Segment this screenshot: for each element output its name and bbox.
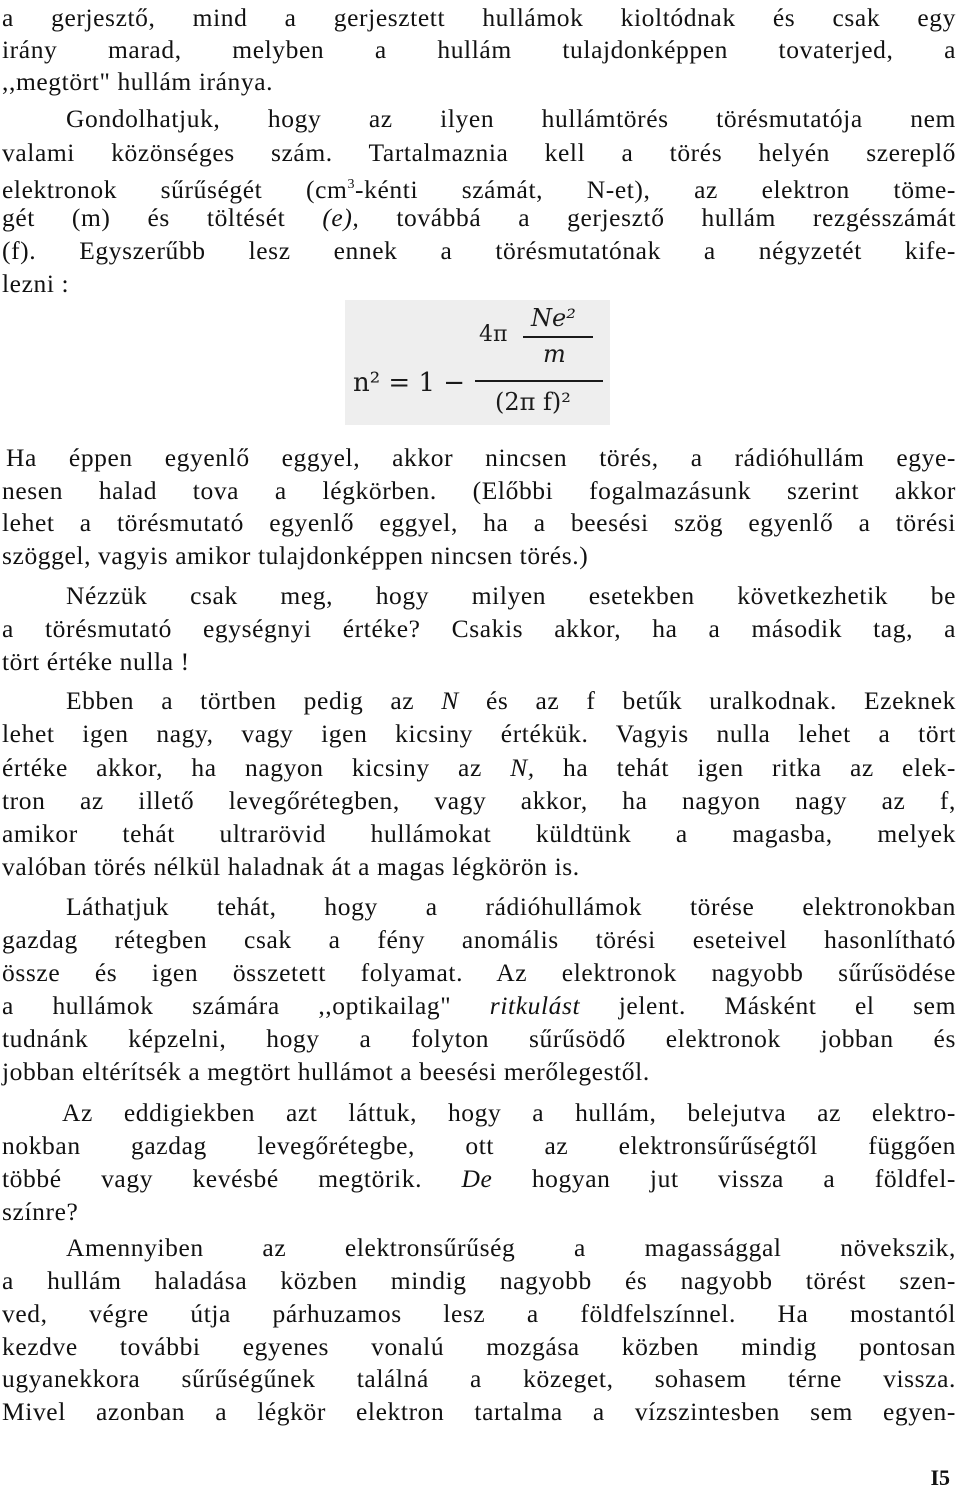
italic-word: De (461, 1164, 493, 1193)
text-line: tört értéke nulla ! (2, 647, 190, 676)
text-line: amikor tehát ultrarövid hullámokat küldtünk a magasba, melyek (2, 819, 956, 848)
text-fragment: értéke akkor, ha nagyon kicsiny az (2, 753, 482, 782)
text-line: (f). Egyszerűbb lesz ennek a törésmutatónak a négyzetét kife- (2, 236, 956, 265)
text-line: össze és igen összetett folyamat. Az elektronok nagyobb sűrűsödése (2, 958, 956, 987)
text-fragment: továbbá a gerjesztő hullám rezgésszámát (396, 203, 957, 232)
text-line: szöggel, vagyis amikor tulajdonképpen nincsen törés.) (2, 541, 589, 570)
text-line (2, 1163, 956, 1195)
text-line (2, 990, 956, 1022)
text-line: lehet a törésmutató egyenlő eggyel, ha a beesési szög egyenlő a törési (2, 508, 956, 537)
text-line (66, 685, 956, 717)
formula-numerator-top: Ne² (531, 304, 576, 332)
text-fragment: gét (m) és töltését (2, 203, 286, 232)
italic-symbol: N, (510, 753, 535, 782)
text-line: a hullám haladása közben mindig nagyobb és nagyobb törést szen- (2, 1266, 956, 1295)
text-line: jobban eltérítsék a megtört hullámot a beesési merőlegestől. (2, 1057, 650, 1086)
italic-symbol: (e), (322, 203, 360, 232)
text-line: ugyanekkora sűrűségűnek találná a közeget, sohasem térne vissza. (2, 1364, 956, 1393)
text-line: Az eddigiekben azt láttuk, hogy a hullám, belejutva az elektro- (62, 1098, 956, 1127)
italic-word: ritkulást (489, 991, 581, 1020)
text-line: a törésmutató egységnyi értéke? Csakis akkor, ha a második tag, a (2, 614, 956, 643)
text-line: lezni : (2, 269, 70, 298)
formula-inner-fraction-bar (523, 336, 593, 338)
text-line: Mivel azonban a légkör elektron tartalma a vízszintesben sem egyen- (2, 1397, 956, 1426)
text-line (2, 752, 956, 784)
superscript: 3 (347, 177, 356, 192)
text-line: Nézzük csak meg, hogy milyen esetekben következhetik be (66, 581, 956, 610)
text-fragment: elektronok sűrűségét (cm (2, 174, 348, 204)
text-line: irány marad, melyben a hullám tulajdonképpen tovaterjed, a (2, 35, 956, 64)
text-line: gazdag rétegben csak a fény anomális törési eseteivel hasonlítható (2, 925, 956, 954)
text-line (2, 169, 957, 204)
text-fragment: a hullámok számára ,,optikailag" (2, 991, 452, 1020)
text-line: kezdve további egyenes vonalú mozgása közben mindig pontosan (2, 1332, 956, 1361)
text-line: színre? (2, 1197, 79, 1226)
text-fragment: jelent. Másként el sem (618, 991, 957, 1020)
text-fragment: -kénti számát, N-et), az elektron töme- (355, 174, 957, 204)
text-line: Amennyiben az elektronsűrűség a magassággal növekszik, (66, 1233, 956, 1262)
text-line (2, 202, 956, 234)
italic-symbol: N (441, 686, 459, 715)
text-line: nesen halad tova a légkörben. (Előbbi fogalmazásunk szerint akkor (2, 476, 956, 505)
text-line: tudnánk képzelni, hogy a folyton sűrűsödő elektronok jobban és (2, 1024, 956, 1053)
text-fragment: hogyan jut vissza a földfel- (531, 1164, 956, 1193)
formula-fraction-bar (475, 380, 603, 382)
text-line: a gerjesztő, mind a gerjesztett hullámok kioltódnak és csak egy (2, 3, 956, 32)
text-line: nokban gazdag levegőrétegbe, ott az elektronsűrűségtől függően (2, 1131, 956, 1160)
formula-numerator-bottom: m (543, 340, 566, 368)
text-line: Gondolhatjuk, hogy az ilyen hullámtörés törésmutatója nem (66, 104, 956, 133)
formula-lhs: n² = 1 − (353, 368, 466, 398)
text-line: tron az illető levegőrétegben, vagy akkor, ha nagyon nagy az f, (2, 786, 956, 815)
text-line: Ha éppen egyenlő eggyel, akkor nincsen törés, a rádióhullám egye- (6, 443, 956, 472)
text-line: Láthatjuk tehát, hogy a rádióhullámok törése elektronokban (66, 892, 956, 921)
formula-denominator: (2π f)² (495, 388, 571, 416)
page-number: I5 (930, 1465, 950, 1490)
text-line: valóban törés nélkül haladnak át a magas légkörön is. (2, 852, 580, 881)
formula-coefficient: 4π (479, 322, 508, 347)
refractive-index-formula (345, 300, 610, 425)
text-line: lehet igen nagy, vagy igen kicsiny értékük. Vagyis nulla lehet a tört (2, 719, 956, 748)
text-line: ved, végre útja párhuzamos lesz a földfelszínnel. Ha mostantól (2, 1299, 956, 1328)
text-fragment: ha tehát igen ritka az elek- (563, 753, 957, 782)
text-line: valami közönséges szám. Tartalmaznia kell a törés helyén szereplő (2, 138, 956, 167)
text-fragment: és az f betűk uralkodnak. Ezeknek (485, 686, 956, 715)
text-fragment: Ebben a törtben pedig az (66, 686, 415, 715)
text-fragment: többé vagy kevésbé megtörik. (2, 1164, 423, 1193)
text-line: ,,megtört" hullám iránya. (2, 67, 274, 96)
